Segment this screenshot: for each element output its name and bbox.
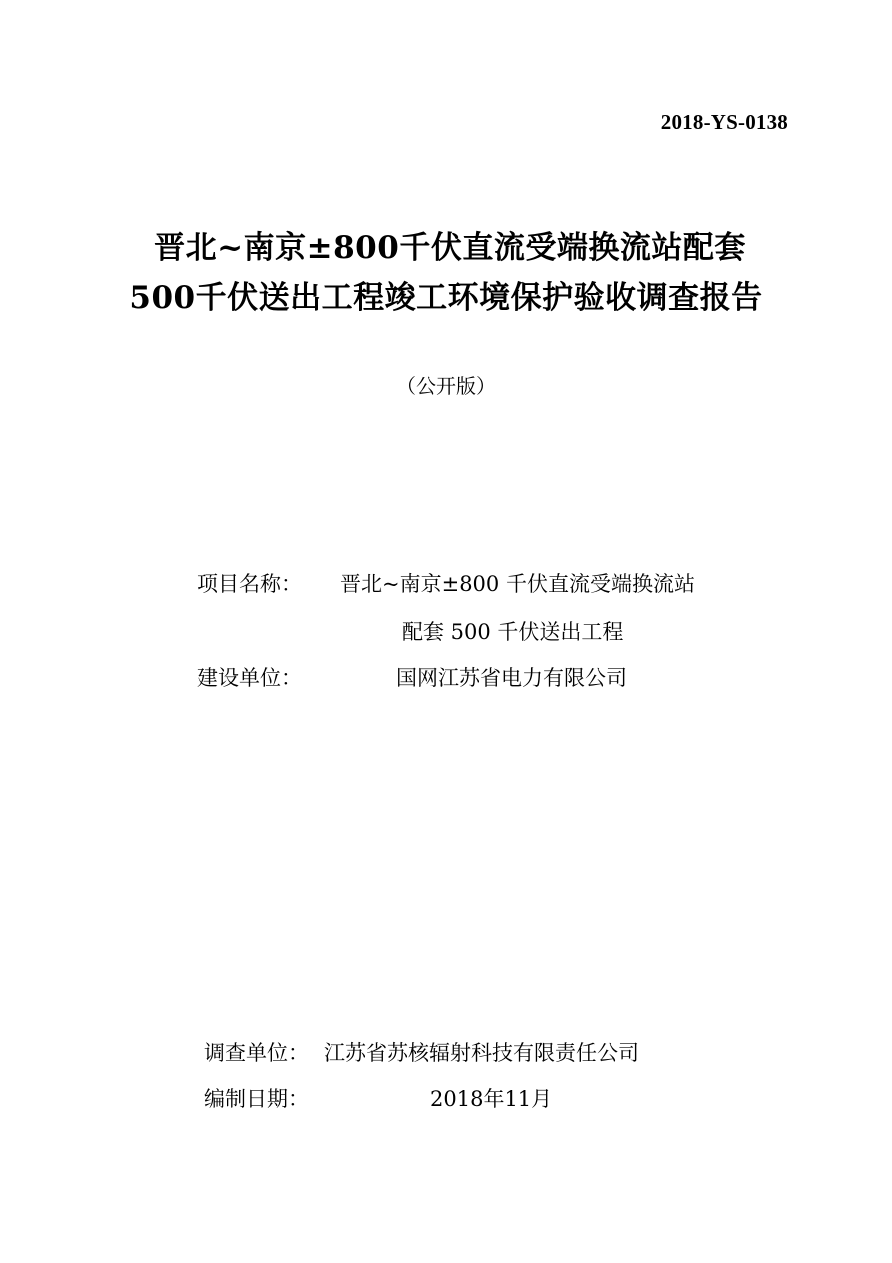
- project-name-value-line-2: 配套 500 千伏送出工程: [402, 620, 624, 644]
- report-title-line-1: 晋北~南京±800千伏直流受端换流站配套: [154, 230, 746, 266]
- edition-label: （公开版）: [396, 374, 496, 398]
- project-name-value-line-1: 晋北~南京±800 千伏直流受端换流站: [340, 572, 695, 596]
- survey-unit-value: 江苏省苏核辐射科技有限责任公司: [324, 1041, 639, 1065]
- compile-date-value: 2018年11月: [430, 1087, 553, 1111]
- construction-unit-value: 国网江苏省电力有限公司: [396, 666, 627, 690]
- compile-date-label: 编制日期：: [204, 1087, 309, 1111]
- survey-unit-label: 调查单位：: [204, 1041, 309, 1065]
- construction-unit-label: 建设单位：: [197, 666, 302, 690]
- document-number: 2018-YS-0138: [660, 110, 788, 134]
- report-title-line-2: 500千伏送出工程竣工环境保护验收调查报告: [129, 280, 763, 316]
- project-name-label: 项目名称：: [197, 572, 302, 596]
